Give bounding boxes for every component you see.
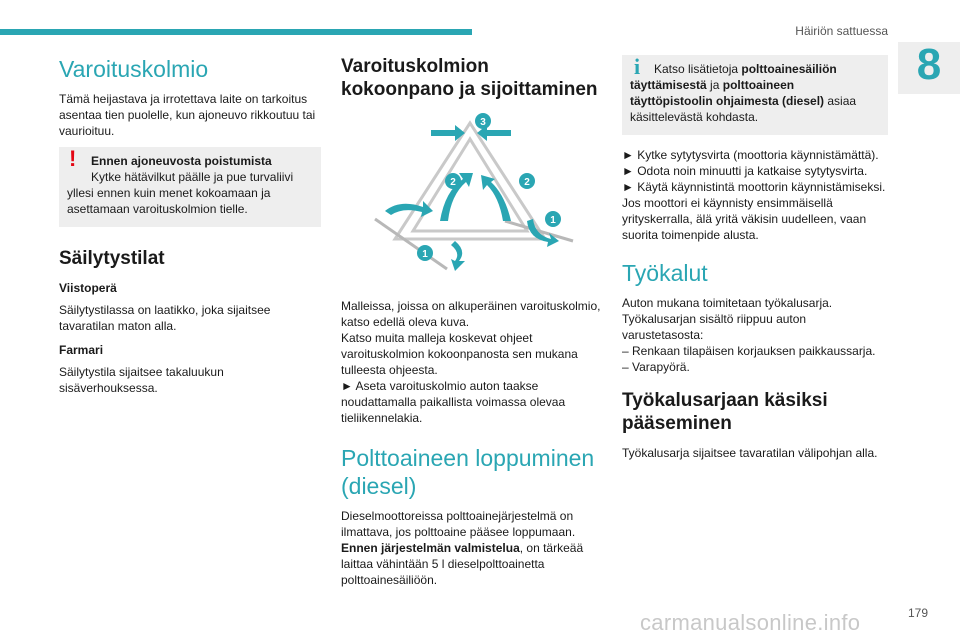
- watermark: carmanualsonline.info: [640, 610, 861, 635]
- access-text: Työkalusarja sijaitsee tavaratilan välipohjan alla.: [622, 446, 878, 460]
- figure-note-3: ► Aseta varoituskolmio auton taakse noudattamalla paikallista voimassa olevaa tieliikennelakia.: [341, 379, 566, 425]
- viistopera-text: Säilytystilassa on laatikko, joka sijaitsee tavaratilan maton alla.: [59, 303, 271, 333]
- warning-icon: !: [69, 146, 77, 171]
- fuel-text-1: Dieselmoottoreissa polttoainejärjestelmä on ilmattava, jos polttoaine pääsee loppumaan.: [341, 509, 576, 539]
- warning-title: Ennen ajoneuvosta poistumista: [91, 154, 272, 168]
- farmari-text: Säilytystila sijaitsee takaluukun sisäverhouksessa.: [59, 365, 224, 395]
- diesel-steps: [622, 147, 888, 243]
- section-title-polttoaine: Polttoaineen loppuminen (diesel): [341, 445, 595, 499]
- column-1: [59, 55, 321, 404]
- intro-text: Tämä heijastava ja irrotettava laite on tarkoitus asentaa tien puolelle, kun ajoneuvo rikkoutuu tai vaurioituu.: [59, 92, 316, 138]
- tools-line: – Renkaan tilapäisen korjauksen paikkaussarja.: [622, 344, 876, 358]
- running-title: Häiriön sattuessa: [795, 24, 888, 38]
- warning-triangle-figure: [355, 111, 603, 286]
- step-label-1-left: 1: [422, 249, 428, 260]
- header-accent-bar: [0, 29, 472, 35]
- section-title-varoituskolmio: Varoituskolmio: [59, 56, 209, 82]
- step-line: ► Odota noin minuutti ja katkaise sytytysvirta.: [622, 164, 868, 178]
- tools-line: Työkalusarjan sisältö riippuu auton varustetasosta:: [622, 312, 807, 342]
- section-title-kokoonpano: Varoituskolmion kokoonpano ja sijoittaminen: [341, 56, 598, 100]
- column-2: [341, 55, 603, 596]
- warning-text: Kytke hätävilkut päälle ja pue turvaliivi yllesi ennen kuin menet kokoamaan ja asettamaan varoituskolmion tielle.: [67, 170, 294, 216]
- step-label-2-left: 2: [450, 177, 456, 188]
- chapter-number: 8: [916, 40, 942, 89]
- info-post: asiaa käsittelevästä kohdasta.: [630, 94, 857, 124]
- subheading-farmari: Farmari: [59, 343, 104, 357]
- tools-line: – Varapyörä.: [622, 360, 690, 374]
- info-icon: i: [634, 54, 641, 79]
- step-line: ► Käytä käynnistintä moottorin käynnistämiseksi.: [622, 180, 886, 194]
- info-pre: Katso lisätietoja: [654, 62, 742, 76]
- info-mid: ja: [706, 78, 723, 92]
- tools-line: Auton mukana toimitetaan työkalusarja.: [622, 296, 833, 310]
- step-line: ► Kytke sytytysvirta (moottoria käynnistämättä).: [622, 148, 879, 162]
- info-bold-2: polttoaineen täyttöpistoolin ohjaimesta (diesel): [630, 78, 825, 108]
- section-title-tyokalut: Työkalut: [622, 260, 708, 286]
- step-label-3: 3: [480, 117, 486, 128]
- figure-note-1: Malleissa, joissa on alkuperäinen varoituskolmio, katso edellä oleva kuva.: [341, 299, 601, 329]
- fuel-text-2: [341, 540, 603, 588]
- tools-text: [622, 295, 888, 375]
- step-label-1-right: 1: [550, 215, 556, 226]
- section-title-sailytystilat: Säilytystilat: [59, 248, 165, 269]
- subheading-viistopera: Viistoperä: [59, 281, 117, 295]
- warning-box: [59, 147, 321, 227]
- info-text: [630, 54, 880, 125]
- page-number: 179: [908, 606, 929, 620]
- info-box: [622, 55, 888, 135]
- info-bold-1: polttoainesäiliön täyttämisestä: [630, 62, 837, 92]
- section-title-tyokalusarja: Työkalusarjaan käsiksi pääseminen: [622, 390, 828, 434]
- figure-note-2: Katso muita malleja koskevat ohjeet varoituskolmion kokoonpanosta sen mukana tulleesta ohjeesta.: [341, 331, 578, 377]
- fuel-bold-phrase: Ennen järjestelmän valmistelua: [341, 541, 520, 555]
- step-line: Jos moottori ei käynnisty ensimmäisellä yrityskerralla, älä yritä väkisin uudelleen, vaan suorita toimenpide alusta.: [622, 196, 867, 242]
- step-label-2-right: 2: [524, 177, 530, 188]
- column-3: [622, 55, 888, 469]
- fuel-text-2-rest: , on tärkeää laittaa vähintään 5 l dieselpolttoainetta polttoainesäiliöön.: [341, 541, 584, 587]
- triangle-assembly-illustration: [355, 111, 585, 281]
